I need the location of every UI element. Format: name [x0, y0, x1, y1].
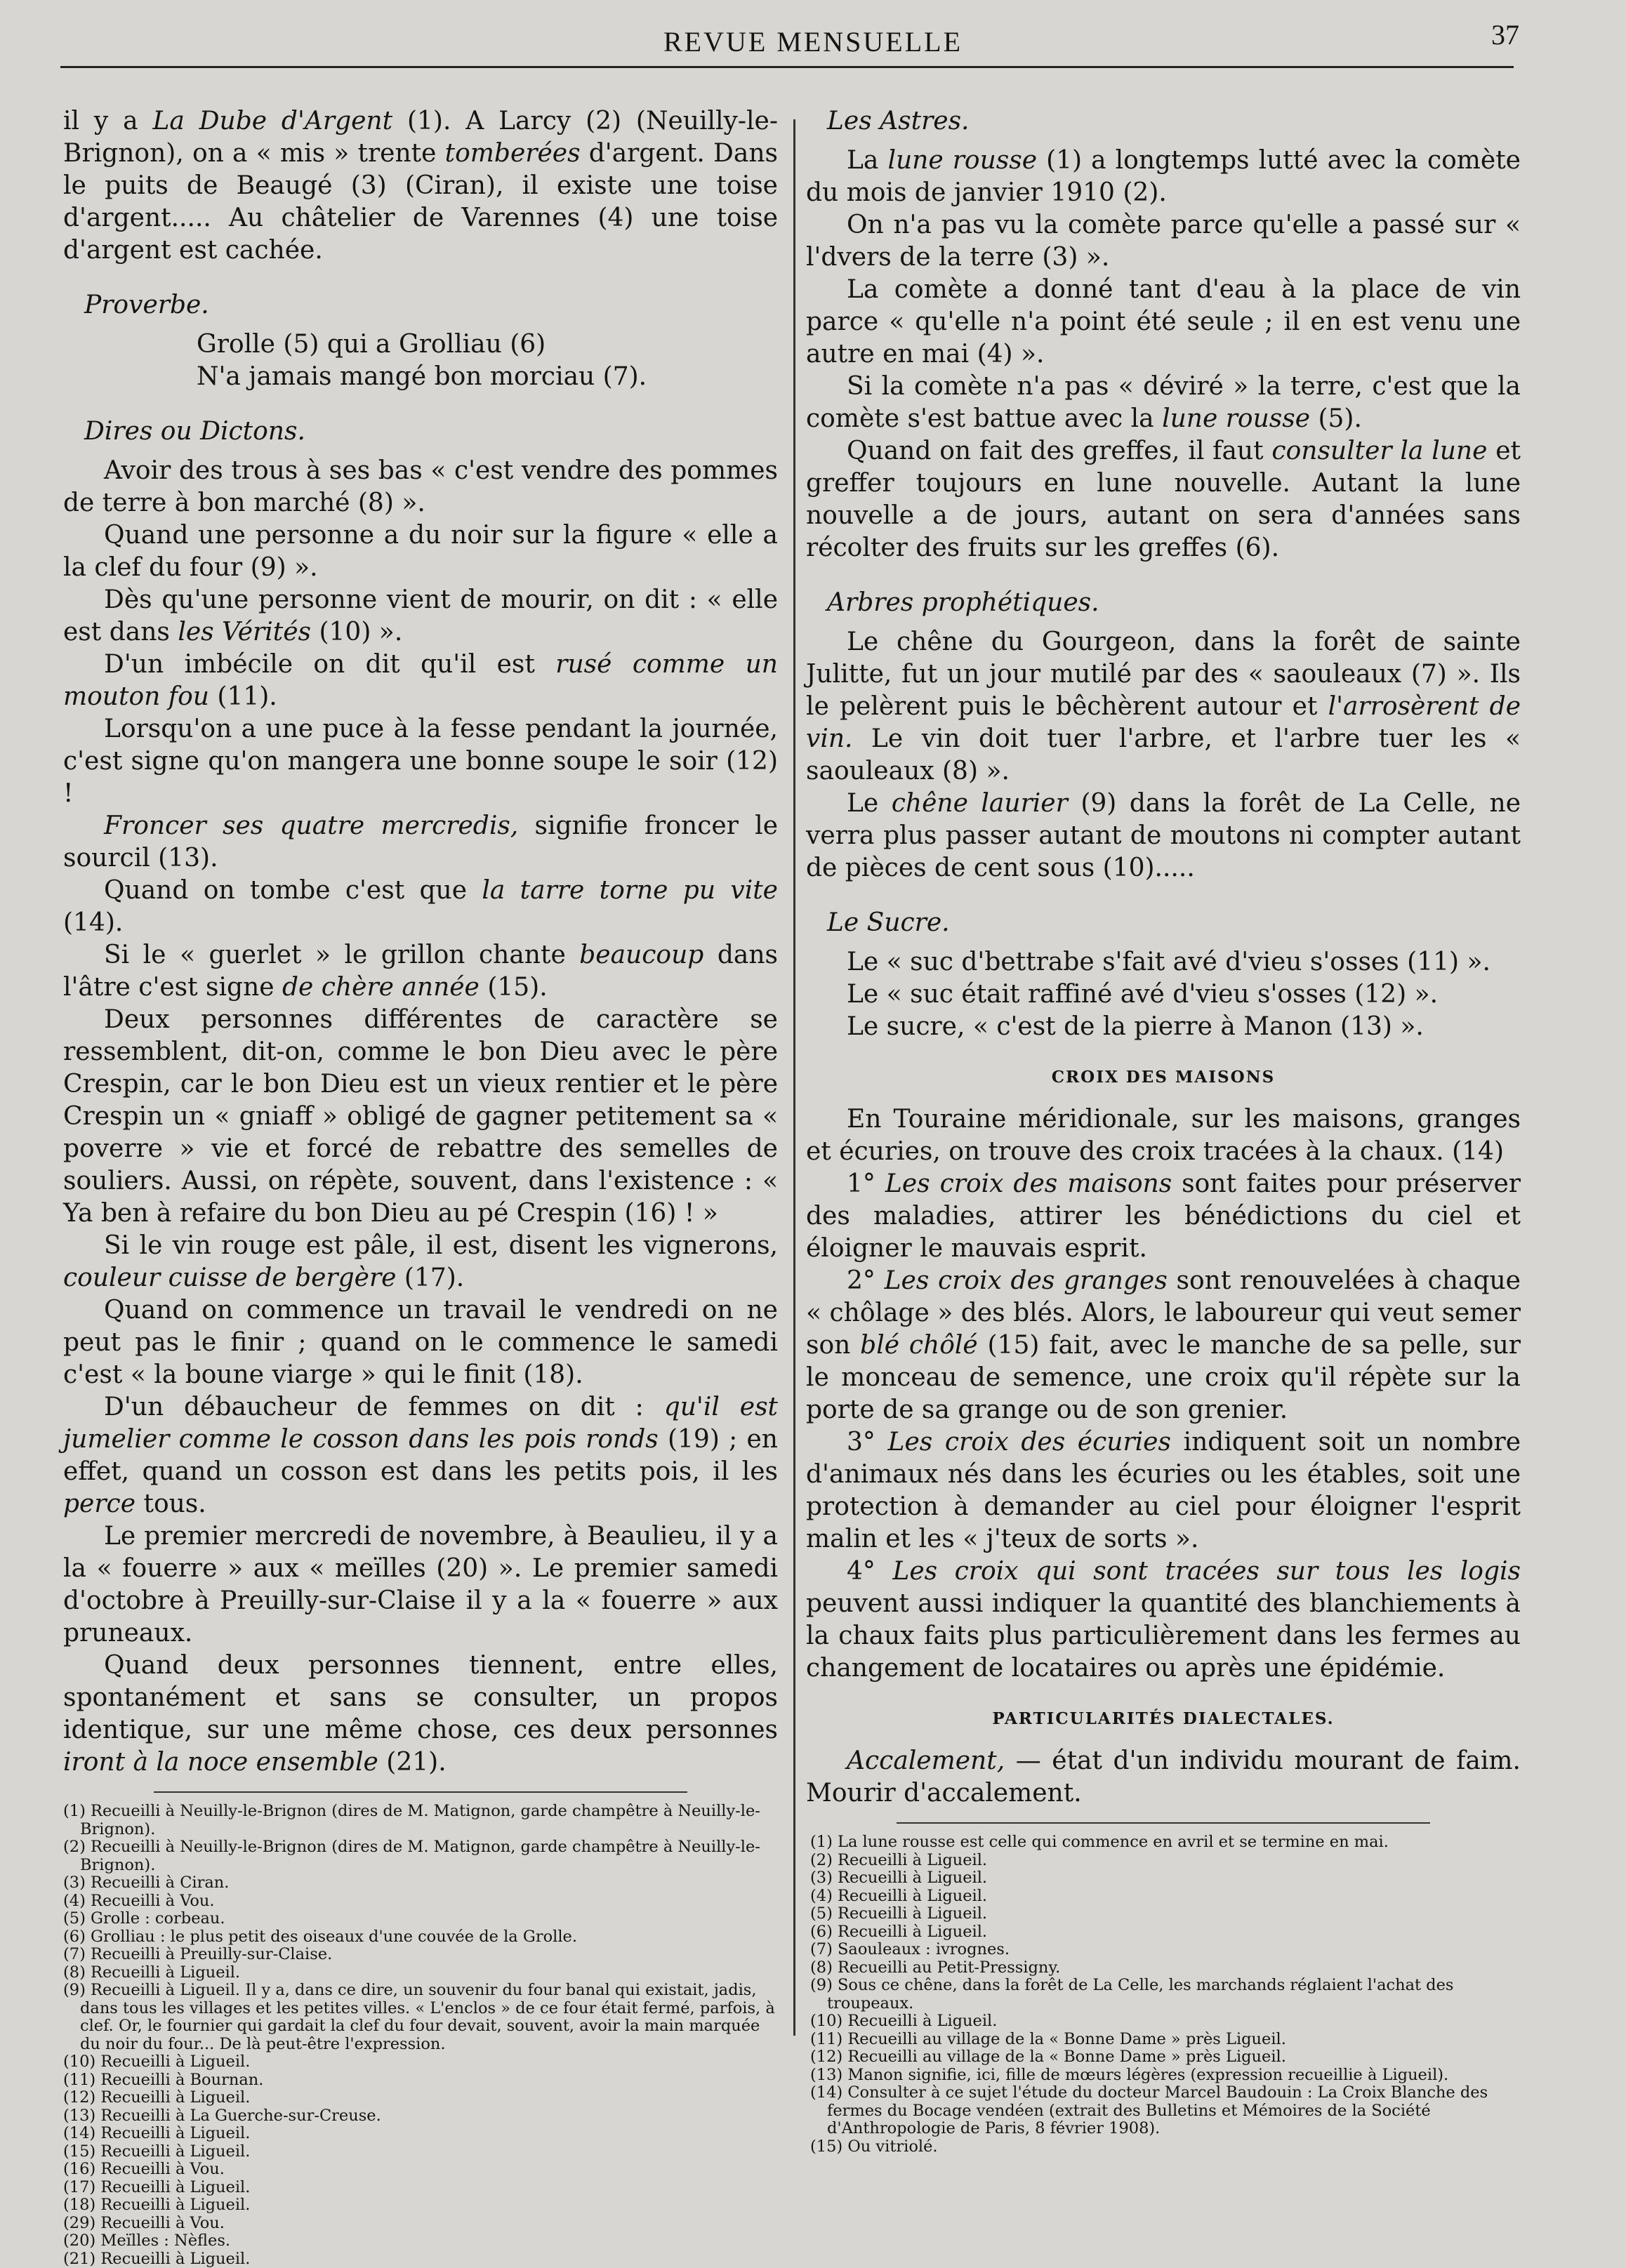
footnote-rule — [897, 1822, 1430, 1824]
paragraph: En Touraine méridionale, sur les maisons, granges et écuries, on trouve des croix tracées à la chaux. (14) — [806, 1103, 1521, 1168]
paragraph: 2° Les croix des granges sont renouvelées à chaque « chôlage » des blés. Alors, le laboureur qui veut semer son blé chôlé (15) fait, avec le manche de sa pelle, sur le monceau de semence, une croix qu'il répète sur la porte de sa grange ou de son grenier. — [806, 1265, 1521, 1426]
running-title: REVUE MENSUELLE — [0, 25, 1626, 58]
footnote: (12) Recueilli au village de la « Bonne Dame » près Ligueil. — [806, 2048, 1521, 2067]
saying-paragraph: Si le vin rouge est pâle, il est, disent les vignerons, couleur cuisse de bergère (17). — [63, 1230, 778, 1294]
section-heading-dialectales: PARTICULARITÉS DIALECTALES. — [806, 1703, 1521, 1735]
footnote: (5) Grolle : corbeau. — [63, 1910, 778, 1928]
footnote: (14) Recueilli à Ligueil. — [63, 2125, 778, 2143]
header-rule — [60, 66, 1514, 68]
section-heading-croix: CROIX DES MAISONS — [806, 1061, 1521, 1094]
paragraph: 4° Les croix qui sont tracées sur tous les logis peuvent aussi indiquer la quantité des blanchiements à la chaux faits plus particulièrement dans les fermes au changement de locataires ou après une épidémie. — [806, 1556, 1521, 1685]
right-column — [806, 105, 1521, 2156]
saying-paragraph: Avoir des trous à ses bas « c'est vendre des pommes de terre à bon marché (8) ». — [63, 455, 778, 519]
footnote: (16) Recueilli à Vou. — [63, 2161, 778, 2179]
section-heading-astres: Les Astres. — [827, 105, 1521, 138]
footnote: (7) Saouleaux : ivrognes. — [806, 1941, 1521, 1959]
footnote: (9) Recueilli à Ligueil. Il y a, dans ce dire, un souvenir du four banal qui existait, jadis, dans tous les villages et les petites villes. « L'enclos » de ce four était fermé, parfois, à clef. Or, le fournier qui gardait la clef du four devait, souvent, avoir la main marquée du noir du four... De là peut-être l'expression. — [63, 1982, 778, 2053]
footnote: (15) Recueilli à Ligueil. — [63, 2143, 778, 2161]
column-divider — [793, 119, 795, 2036]
section-heading-proverbe: Proverbe. — [84, 289, 778, 321]
footnote: (8) Recueilli à Ligueil. — [63, 1964, 778, 1982]
paragraph: Le « suc d'bettrabe s'fait avé d'vieu s'osses (11) ». — [806, 946, 1521, 979]
paragraph: Le sucre, « c'est de la pierre à Manon (13) ». — [806, 1011, 1521, 1043]
footnote: (4) Recueilli à Vou. — [63, 1892, 778, 1911]
section-heading-sucre: Le Sucre. — [827, 907, 1521, 939]
paragraph: Quand on fait des greffes, il faut consulter la lune et greffer toujours en lune nouvelle. Autant la lune nouvelle a de jours, autant on sera d'années sans récolter des fruits sur les greffes (6). — [806, 435, 1521, 564]
page-number: 37 — [1491, 18, 1519, 51]
footnote: (15) Ou vitriolé. — [806, 2138, 1521, 2156]
saying-paragraph: Quand deux personnes tiennent, entre elles, spontanément et sans se consulter, un propos identique, sur une même chose, ces deux personnes iront à la noce ensemble (21). — [63, 1650, 778, 1779]
saying-paragraph: Deux personnes différentes de caractère se ressemblent, dit-on, comme le bon Dieu avec le père Crespin, car le bon Dieu est un vieux rentier et le père Crespin un « gniaff » obligé de gagner petitement sa « poverre » vie et forcé de rebattre des semelles de souliers. Aussi, on répète, souvent, dans l'existence : « Ya ben à refaire du bon Dieu au pé Crespin (16) ! » — [63, 1004, 778, 1230]
section-heading-dires: Dires ou Dictons. — [84, 416, 778, 448]
footnote: (11) Recueilli au village de la « Bonne Dame » près Ligueil. — [806, 2031, 1521, 2049]
saying-paragraph: Quand une personne a du noir sur la figure « elle a la clef du four (9) ». — [63, 519, 778, 584]
paragraph: Le « suc était raffiné avé d'vieu s'osses (12) ». — [806, 979, 1521, 1011]
footnote: (17) Recueilli à Ligueil. — [63, 2179, 778, 2197]
footnote: (21) Recueilli à Ligueil. — [63, 2250, 778, 2268]
paragraph: Le chêne laurier (9) dans la forêt de La Celle, ne verra plus passer autant de moutons ni compter autant de pièces de cent sous (10)..... — [806, 788, 1521, 884]
saying-paragraph: Si le « guerlet » le grillon chante beaucoup dans l'âtre c'est signe de chère année (15). — [63, 939, 778, 1004]
footnote: (4) Recueilli à Ligueil. — [806, 1888, 1521, 1906]
section-heading-arbres: Arbres prophétiques. — [827, 587, 1521, 619]
paragraph: 1° Les croix des maisons sont faites pour préserver des maladies, attirer les bénédictions du ciel et éloigner le mauvais esprit. — [806, 1168, 1521, 1265]
paragraph: Le chêne du Gourgeon, dans la forêt de sainte Julitte, fut un jour mutilé par des « saouleaux (7) ». Ils le pelèrent puis le bêchèrent autour et l'arrosèrent de vin. Le vin doit tuer l'arbre, et l'arbre tuer les « saouleaux (8) ». — [806, 626, 1521, 788]
footnote: (7) Recueilli à Preuilly-sur-Claise. — [63, 1946, 778, 1964]
saying-paragraph: Dès qu'une personne vient de mourir, on dit : « elle est dans les Vérités (10) ». — [63, 584, 778, 649]
paragraph: 3° Les croix des écuries indiquent soit un nombre d'animaux nés dans les écuries ou les étables, soit une protection à demander au ciel pour éloigner l'esprit malin et les « j'teux de sorts ». — [806, 1426, 1521, 1556]
paragraph: La lune rousse (1) a longtemps lutté avec la comète du mois de janvier 1910 (2). — [806, 145, 1521, 209]
footnote: (3) Recueilli à Ligueil. — [806, 1869, 1521, 1888]
footnote: (1) La lune rousse est celle qui commence en avril et se termine en mai. — [806, 1833, 1521, 1852]
saying-paragraph: Quand on commence un travail le vendredi on ne peut pas le finir ; quand on le commence le samedi c'est « la boune viarge » qui le finit (18). — [63, 1294, 778, 1391]
footnote: (29) Recueilli à Vou. — [63, 2215, 778, 2233]
footnote: (9) Sous ce chêne, dans la forêt de La Celle, les marchands réglaient l'achat des troupeaux. — [806, 1977, 1521, 2012]
saying-paragraph: Le premier mercredi de novembre, à Beaulieu, il y a la « fouerre » aux « meïlles (20) ». Le premier samedi d'octobre à Preuilly-sur-Claise il y a la « fouerre » aux pruneaux. — [63, 1520, 778, 1650]
left-footnotes — [63, 1803, 778, 2268]
left-column — [63, 105, 778, 2268]
footnote-rule — [154, 1791, 687, 1793]
footnote: (18) Recueilli à Ligueil. — [63, 2196, 778, 2215]
footnote: (10) Recueilli à Ligueil. — [806, 2012, 1521, 2031]
paragraph: La comète a donné tant d'eau à la place de vin parce « qu'elle n'a point été seule ; il en est venu une autre en mai (4) ». — [806, 274, 1521, 371]
paragraph: On n'a pas vu la comète parce qu'elle a passé sur « l'dvers de la terre (3) ». — [806, 209, 1521, 274]
footnote: (10) Recueilli à Ligueil. — [63, 2053, 778, 2071]
saying-paragraph: Lorsqu'on a une puce à la fesse pendant la journée, c'est signe qu'on mangera une bonne soupe le soir (12) ! — [63, 713, 778, 810]
footnote: (1) Recueilli à Neuilly-le-Brignon (dires de M. Matignon, garde champêtre à Neuilly-le-Brignon). — [63, 1803, 778, 1838]
footnote: (2) Recueilli à Neuilly-le-Brignon (dires de M. Matignon, garde champêtre à Neuilly-le-Brignon). — [63, 1838, 778, 1874]
footnote: (13) Recueilli à La Guerche-sur-Creuse. — [63, 2107, 778, 2126]
footnote: (11) Recueilli à Bournan. — [63, 2071, 778, 2090]
paragraph: Si la comète n'a pas « déviré » la terre, c'est que la comète s'est battue avec la lune rousse (5). — [806, 371, 1521, 435]
paragraph: Accalement, — état d'un individu mourant de faim. Mourir d'accalement. — [806, 1745, 1521, 1810]
proverb-line: N'a jamais mangé bon morciau (7). — [197, 361, 778, 393]
footnote: (20) Meïlles : Nèfles. — [63, 2232, 778, 2250]
footnote: (13) Manon signifie, ici, fille de mœurs légères (expression recueillie à Ligueil). — [806, 2067, 1521, 2085]
footnote: (3) Recueilli à Ciran. — [63, 1874, 778, 1892]
footnote: (6) Recueilli à Ligueil. — [806, 1923, 1521, 1942]
footnote: (12) Recueilli à Ligueil. — [63, 2089, 778, 2107]
right-footnotes — [806, 1833, 1521, 2156]
proverb-line: Grolle (5) qui a Grolliau (6) — [197, 329, 778, 361]
saying-paragraph: Froncer ses quatre mercredis, signifie froncer le sourcil (13). — [63, 810, 778, 875]
footnote: (8) Recueilli au Petit-Pressigny. — [806, 1959, 1521, 1977]
footnote: (14) Consulter à ce sujet l'étude du docteur Marcel Baudouin : La Croix Blanche des fermes du Bocage vendéen (extrait des Bulletins et Mémoires de la Société d'Anthropologie de Paris, 8 février 1908). — [806, 2084, 1521, 2138]
footnote: (6) Grolliau : le plus petit des oiseaux d'une couvée de la Grolle. — [63, 1928, 778, 1947]
saying-paragraph: D'un imbécile on dit qu'il est rusé comme un mouton fou (11). — [63, 649, 778, 713]
saying-paragraph: Quand on tombe c'est que la tarre torne pu vite (14). — [63, 875, 778, 939]
saying-paragraph: D'un débaucheur de femmes on dit : qu'il est jumelier comme le cosson dans les pois ronds (19) ; en effet, quand un cosson est dans les petits pois, il les perce tous. — [63, 1391, 778, 1520]
opening-paragraph: il y a La Dube d'Argent (1). A Larcy (2) (Neuilly-le-Brignon), on a « mis » trente tomberées d'argent. Dans le puits de Beaugé (3) (Ciran), il existe une toise d'argent..... Au châtelier de Varennes (4) une toise d'argent est cachée. — [63, 105, 778, 267]
footnote: (2) Recueilli à Ligueil. — [806, 1852, 1521, 1870]
footnote: (5) Recueilli à Ligueil. — [806, 1905, 1521, 1923]
